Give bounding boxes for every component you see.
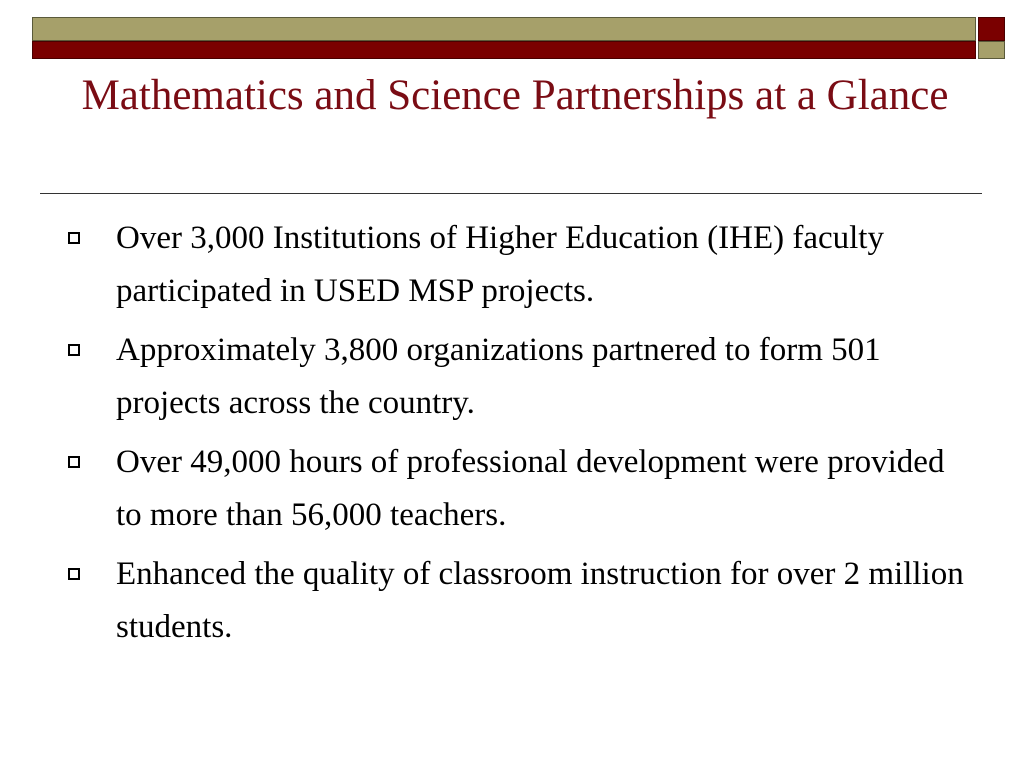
- bullet-item: [62, 548, 977, 654]
- bullet-item: [62, 436, 977, 542]
- hollow-square-bullet-icon: [68, 456, 80, 468]
- bullet-text: Enhanced the quality of classroom instruction for over 2 million students.: [116, 556, 964, 645]
- hollow-square-bullet-icon: [68, 344, 80, 356]
- bullet-text: Over 3,000 Institutions of Higher Education (IHE) faculty participated in USED MSP projects.: [116, 220, 884, 309]
- title-divider: [40, 193, 982, 194]
- bullet-list: [62, 212, 977, 660]
- hollow-square-bullet-icon: [68, 568, 80, 580]
- header-maroon-bar: [32, 41, 976, 59]
- bullet-item: [62, 324, 977, 430]
- hollow-square-bullet-icon: [68, 232, 80, 244]
- slide-title: Mathematics and Science Partnerships at a Glance: [81, 72, 949, 119]
- bullet-text: Over 49,000 hours of professional development were provided to more than 56,000 teachers.: [116, 444, 945, 533]
- bullet-text: Approximately 3,800 organizations partnered to form 501 projects across the country.: [116, 332, 881, 421]
- bullet-item: [62, 212, 977, 318]
- header-olive-square: [978, 41, 1005, 59]
- header-olive-bar: [32, 17, 976, 41]
- header-maroon-square: [978, 17, 1005, 41]
